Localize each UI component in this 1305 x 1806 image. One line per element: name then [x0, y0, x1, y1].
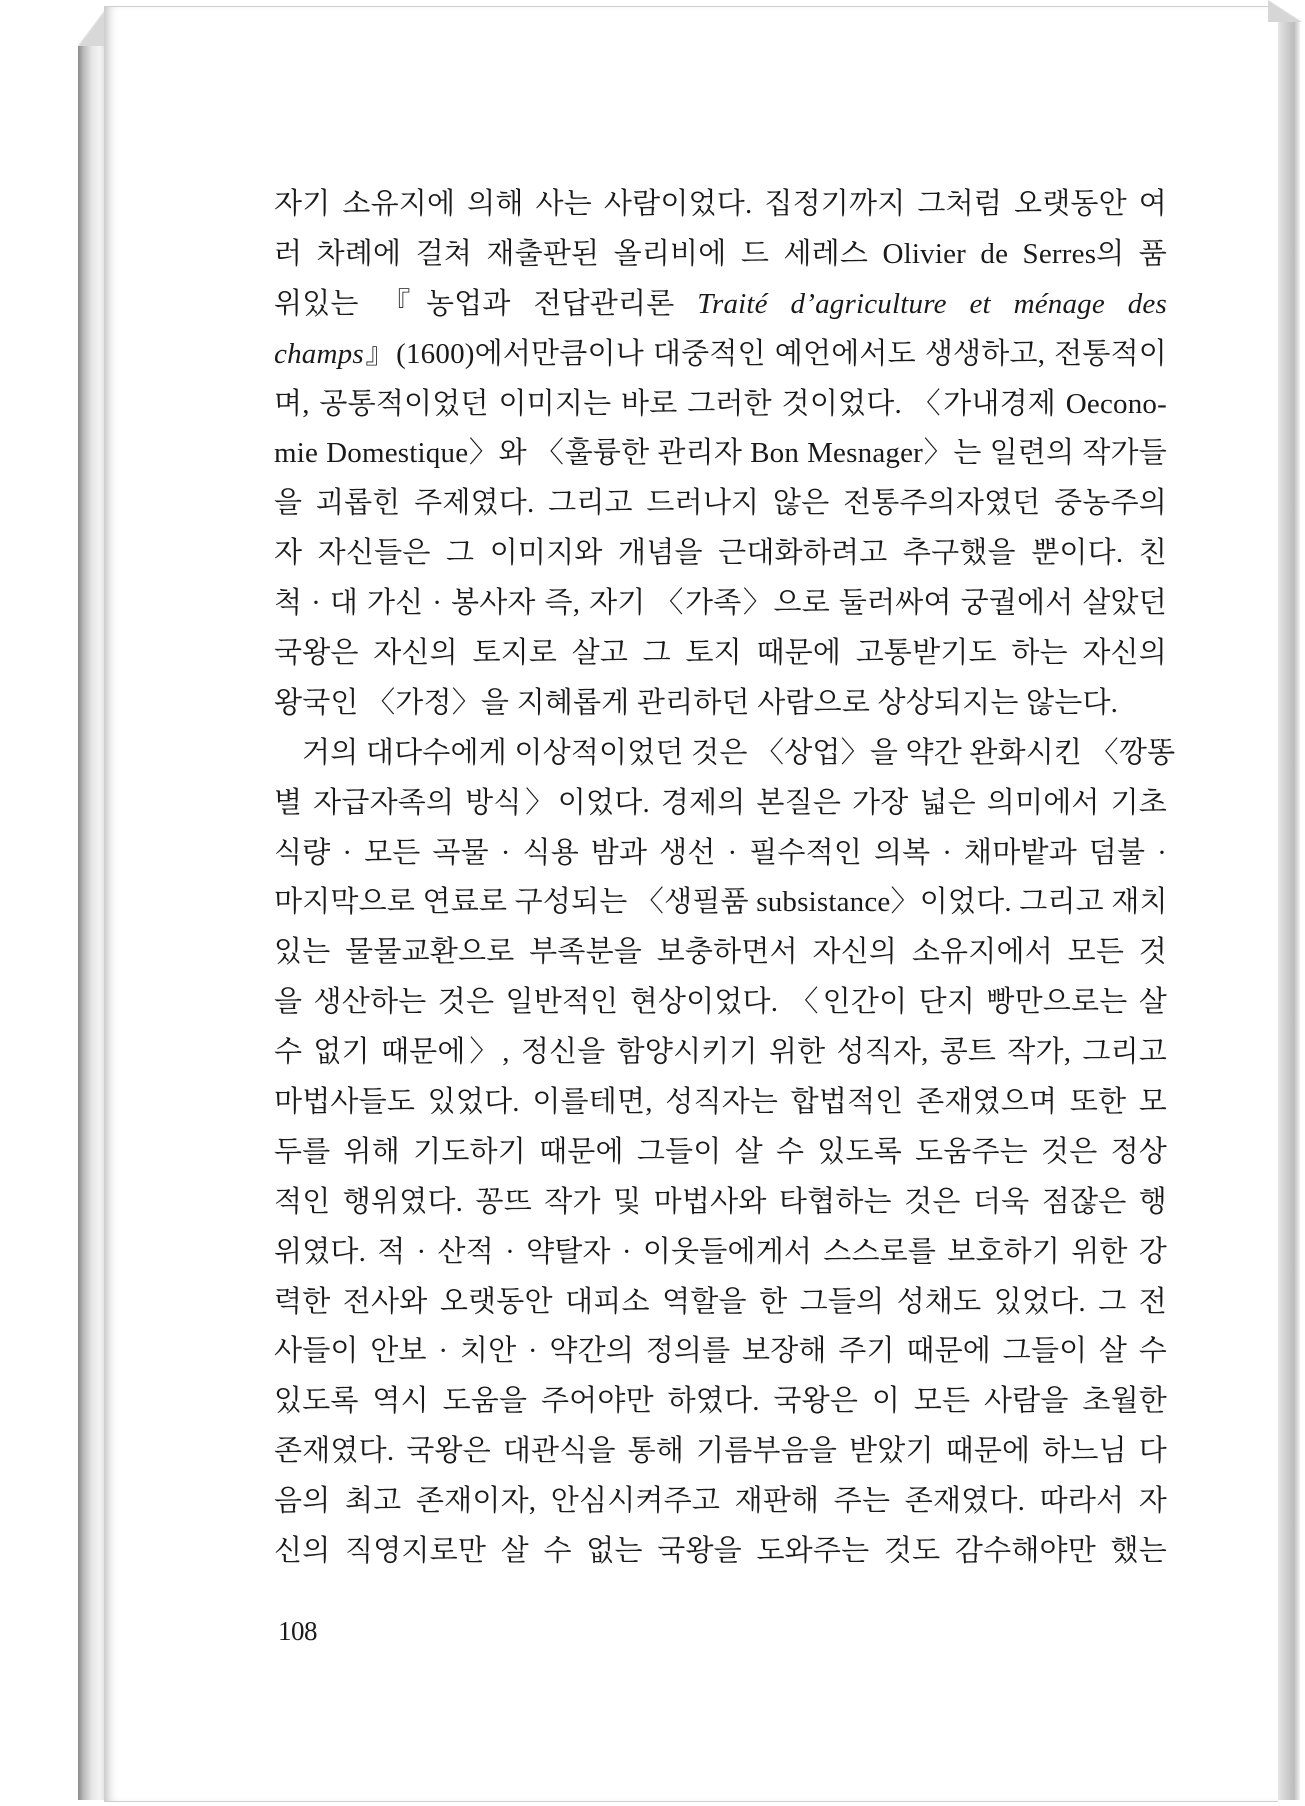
italic-title-segment: champs	[274, 337, 364, 370]
text-line: 러 차례에 걸쳐 재출판된 올리비에 드 세레스 Olivier de Serres의 품	[274, 237, 1167, 270]
page-stack-edge	[78, 6, 106, 1800]
text-line: 별 자급자족의 방식〉이었다. 경제의 본질은 가장 넓은 의미에서 기초	[274, 786, 1167, 819]
text-line: 식량 · 모든 곡물 · 식용 밤과 생선 · 필수적인 의복 · 채마밭과 덤불 ·	[274, 836, 1167, 869]
text-line	[274, 280, 1167, 330]
page-number: 108	[278, 1616, 317, 1646]
text-line: 자 자신들은 그 이미지와 개념을 근대화하려고 추구했을 뿐이다. 친	[274, 537, 1167, 570]
text-line: 을 괴롭힌 주제였다. 그리고 드러나지 않은 전통주의자였던 중농주의	[274, 487, 1167, 520]
page-right-corner	[1268, 0, 1302, 22]
text-line: 존재였다. 국왕은 대관식을 통해 기름부음을 받았기 때문에 하느님 다	[274, 1435, 1167, 1468]
text-line: 왕국인 〈가정〉을 지혜롭게 관리하던 사람으로 상상되지는 않는다.	[274, 686, 1119, 719]
text-line: 있도록 역시 도움을 주어야만 하였다. 국왕은 이 모든 사람을 초월한	[274, 1385, 1167, 1418]
text-line: 두를 위해 기도하기 때문에 그들이 살 수 있도록 도움주는 것은 정상	[274, 1135, 1167, 1168]
text-line: 적인 행위였다. 꽁뜨 작가 및 마법사와 타협하는 것은 더욱 점잖은 행	[274, 1185, 1167, 1218]
text-line	[274, 330, 1167, 380]
body-text	[274, 180, 1176, 1577]
text-line: 국왕은 자신의 토지로 살고 그 토지 때문에 고통받기도 하는 자신의	[274, 637, 1167, 670]
text-line: 신의 직영지로만 살 수 없는 국왕을 도와주는 것도 감수해야만 했는	[274, 1535, 1167, 1568]
text-line: 거의 대다수에게 이상적이었던 것은 〈상업〉을 약간 완화시킨 〈깡똥	[302, 736, 1176, 769]
text-line: 마지막으로 연료로 구성되는 〈생필품 subsistance〉이었다. 그리고 재치	[274, 886, 1168, 919]
text-line: 력한 전사와 오랫동안 대피소 역할을 한 그들의 성채도 있었다. 그 전	[274, 1285, 1167, 1318]
text-line: 수 없기 때문에〉, 정신을 함양시키기 위한 성직자, 콩트 작가, 그리고	[274, 1036, 1167, 1069]
text-line: 사들이 안보 · 치안 · 약간의 정의를 보장해 주기 때문에 그들이 살 수	[274, 1335, 1167, 1368]
text-line: 위였다. 적 · 산적 · 약탈자 · 이웃들에게서 스스로를 보호하기 위한 강	[274, 1235, 1167, 1268]
text-line: 마법사들도 있었다. 이를테면, 성직자는 합법적인 존재였으며 또한 모	[274, 1086, 1167, 1119]
text-line: mie Domestique〉와 〈훌륭한 관리자 Bon Mesnager〉는 일련의 작가들	[274, 437, 1167, 470]
italic-title-segment: Traité d’agriculture et ménage des	[697, 287, 1167, 320]
text-line: 있는 물물교환으로 부족분을 보충하면서 자신의 소유지에서 모든 것	[274, 936, 1167, 969]
text-line: 음의 최고 존재이자, 안심시켜주고 재판해 주는 존재였다. 따라서 자	[274, 1485, 1167, 1518]
text-segment: 』(1600)에서만큼이나 대중적인 예언에서도 생생하고, 전통적이	[363, 337, 1167, 370]
text-line: 척 · 대 가신 · 봉사자 즉, 자기 〈가족〉으로 둘러싸여 궁궐에서 살았던	[274, 587, 1167, 620]
text-line: 을 생산하는 것은 일반적인 현상이었다. 〈인간이 단지 빵만으로는 살	[274, 986, 1167, 1019]
text-line: 자기 소유지에 의해 사는 사람이었다. 집정기까지 그처럼 오랫동안 여	[274, 188, 1167, 220]
text-line: 며, 공통적이었던 이미지는 바로 그러한 것이었다. 〈가내경제 Oecono-	[274, 387, 1167, 420]
page-right-edge	[1278, 6, 1300, 1800]
text-segment: 위있는 『농업과 전답관리론	[274, 287, 698, 320]
